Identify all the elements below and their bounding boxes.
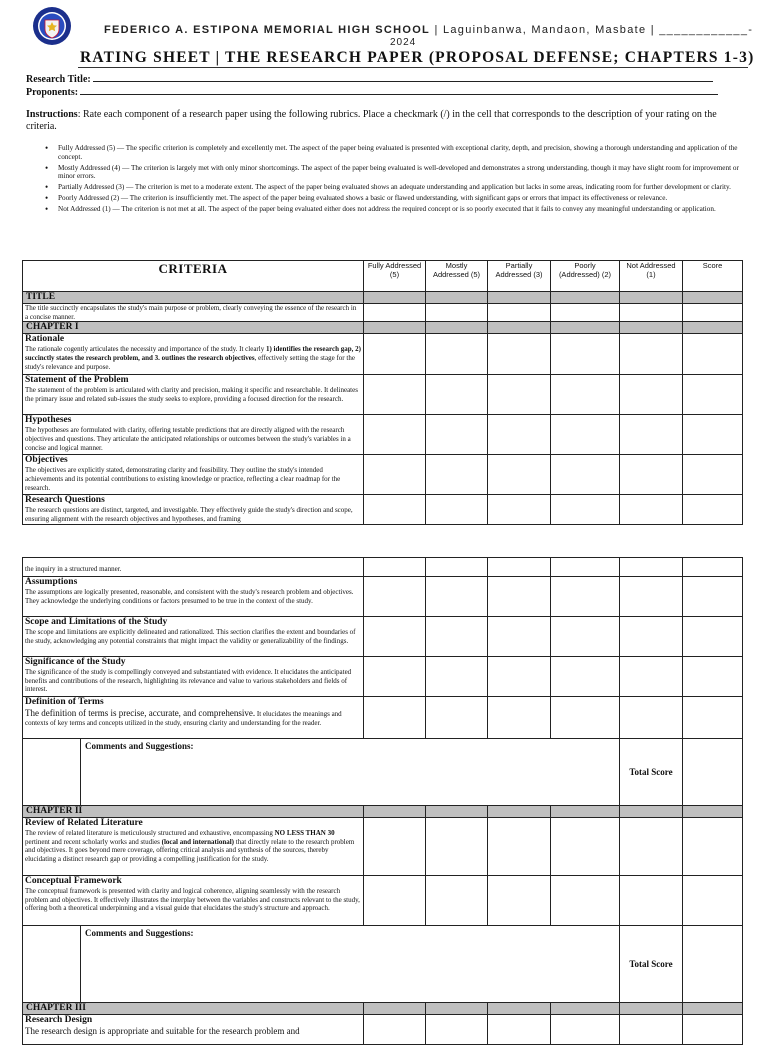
rubric-item (44, 194, 750, 203)
criterion-description (25, 708, 361, 727)
rating-table-page2 (22, 557, 743, 1045)
rating-cell-4[interactable] (426, 1015, 488, 1045)
comments-row-chapter1 (23, 739, 743, 806)
definition-desc-a: The definition of terms is precise, accurate, and comprehensive. (25, 708, 256, 718)
score-cell[interactable] (683, 876, 743, 926)
score-cell[interactable] (683, 495, 743, 525)
rating-cell-5[interactable] (364, 818, 426, 876)
rating-cell-2[interactable] (551, 304, 620, 322)
criterion-description: The scope and limitations are explicitly delineated and rationalized. This section clarifies the extent and boundaries of the study, acknowledging any potential constraints that might impact the validity or generalizability of the findings. (25, 628, 356, 645)
criterion-description: The significance of the study is compellingly conveyed and substantiated with evidence. It elucidates the anticipated benefits and contributions of the research, highlighting its relevance and value to various stakeholders and fields of interest. (25, 668, 352, 694)
partially-addressed-header: Partially Addressed (3) (488, 261, 551, 292)
criterion-title: Objectives (25, 455, 68, 466)
section-row-chapter3 (23, 1003, 743, 1015)
rating-cell-1[interactable] (620, 334, 683, 375)
rating-cell-5[interactable] (364, 657, 426, 697)
criterion-title: Review of Related Literature (25, 818, 143, 828)
rating-cell-4[interactable] (426, 304, 488, 322)
rubric-label: Partially Addressed (3) (58, 183, 125, 192)
rating-cell-1[interactable] (620, 577, 683, 617)
rating-cell-1[interactable] (620, 818, 683, 876)
comments-box[interactable] (23, 926, 620, 1003)
section-label: CHAPTER II (23, 806, 364, 818)
criterion-title: Scope and Limitations of the Study (25, 617, 168, 627)
research-title-line[interactable] (93, 73, 713, 82)
rating-cell-4[interactable] (426, 415, 488, 455)
criterion-row-rrl (23, 818, 743, 876)
rating-cell-1[interactable] (620, 495, 683, 525)
rating-cell-4[interactable] (426, 697, 488, 739)
rating-cell-5[interactable] (364, 375, 426, 415)
criterion-description (25, 345, 361, 371)
total-score-cell[interactable] (683, 926, 743, 1003)
rubric-text: — The criterion is not met at all. The aspect of the paper being evaluated either does not address the required concept or is so poorly executed that it fails to convey any meaningful understanding or application. (110, 204, 716, 213)
not-addressed-header: Not Addressed (1) (620, 261, 683, 292)
score-cell[interactable] (683, 577, 743, 617)
school-name: FEDERICO A. ESTIPONA MEMORIAL HIGH SCHOOL (104, 24, 431, 36)
criterion-row-assumptions (23, 577, 743, 617)
criterion-title: Statement of the Problem (25, 375, 129, 386)
rating-cell-1[interactable] (620, 304, 683, 322)
score-cell[interactable] (683, 617, 743, 657)
criterion-description: The conceptual framework is presented with clarity and logical coherence, aligning seamlessly with the research problem and objectives. It effectively illustrates the interplay between the variables and constructs relevant to the study, offering both a theoretical underpinning and a visual guide that elucidates the study's structure and approach. (25, 887, 360, 913)
criterion-description: The hypotheses are formulated with clarity, offering testable predictions that are directly aligned with the research objectives and questions. They articulate the anticipated relationships or outcomes between the study's variables in a concise and logical manner. (25, 426, 351, 452)
rating-cell-5[interactable] (364, 617, 426, 657)
criterion-row-hypotheses (23, 415, 743, 455)
criterion-row-objectives (23, 455, 743, 495)
rating-cell-2[interactable] (551, 876, 620, 926)
rubric-text: — The criterion is largely met with only minor shortcomings. The aspect of the paper being evaluated is well-developed and demonstrates a strong understanding, though it may have slight room for improvement or minor errors. (58, 163, 739, 181)
score-cell[interactable] (683, 415, 743, 455)
score-cell[interactable] (683, 455, 743, 495)
rating-cell-5[interactable] (364, 455, 426, 495)
rating-cell-3[interactable] (488, 876, 551, 926)
document-header (0, 0, 768, 50)
rating-cell-3[interactable] (488, 818, 551, 876)
rating-cell-5[interactable] (364, 697, 426, 739)
score-cell[interactable] (683, 1015, 743, 1045)
school-seal-logo (32, 6, 72, 46)
score-cell[interactable] (683, 818, 743, 876)
rating-cell-5[interactable] (364, 495, 426, 525)
criterion-description: The statement of the problem is articulated with clarity and precision, making it specific and researchable. It delineates the primary issue and related sub-issues the study seeks to explore, providing a focused direction for the research. (25, 386, 358, 404)
score-cell[interactable] (683, 375, 743, 415)
section-row-chapter1 (23, 322, 743, 334)
criterion-title: Hypotheses (25, 415, 72, 426)
comments-label: Comments and Suggestions: (85, 928, 194, 938)
criterion-title: Definition of Terms (25, 697, 104, 707)
rating-cell-4[interactable] (426, 818, 488, 876)
rating-cell-1[interactable] (620, 455, 683, 495)
rubric-label: Not Addressed (1) (58, 204, 111, 213)
criterion-row-significance (23, 657, 743, 697)
rating-cell-2[interactable] (551, 577, 620, 617)
continued-row (23, 558, 743, 577)
criterion-description: The objectives are explicitly stated, demonstrating clarity and feasibility. They outline the study's intended achievements and its potential contributions to existing knowledge or practice, reflecting a clear roadmap for the research. (25, 466, 341, 492)
rrl-desc-e: that directly relate to the research problem and objectives. It goes beyond mere coverage, offering critical analysis and synthesis of the sources, thereby elucidating a distinct research gap or providing a compelling justification for the study. (25, 837, 355, 864)
table-header-row (23, 261, 743, 292)
criterion-row-definition (23, 697, 743, 739)
comments-row-chapter2 (23, 926, 743, 1003)
rating-cell-2[interactable] (551, 617, 620, 657)
rating-cell-3[interactable] (488, 334, 551, 375)
rating-cell-3[interactable] (488, 304, 551, 322)
criterion-description-continued: the inquiry in a structured manner. (25, 565, 122, 573)
criterion-row-design (23, 1015, 743, 1045)
rating-cell-4[interactable] (426, 577, 488, 617)
rubric-label: Fully Addressed (5) (58, 144, 116, 152)
rating-cell-3[interactable] (488, 415, 551, 455)
rating-cell-1[interactable] (620, 1015, 683, 1045)
score-cell[interactable] (683, 334, 743, 375)
rating-cell-4[interactable] (426, 876, 488, 926)
criterion-description: The research design is appropriate and suitable for the research problem and (25, 1026, 300, 1036)
score-cell[interactable] (683, 304, 743, 322)
school-year: 2024 (390, 37, 417, 48)
rating-cell-4[interactable] (426, 617, 488, 657)
total-score-label: Total Score (620, 739, 683, 806)
criteria-header: CRITERIA (23, 261, 364, 292)
score-header: Score (683, 261, 743, 292)
criterion-title: Assumptions (25, 577, 78, 587)
rating-cell-5[interactable] (364, 1015, 426, 1045)
rating-cell-2[interactable] (551, 495, 620, 525)
title-divider (78, 67, 748, 68)
rating-cell-3[interactable] (488, 455, 551, 495)
comments-box[interactable] (23, 739, 620, 806)
rating-cell-2[interactable] (551, 697, 620, 739)
criterion-title: Research Questions (25, 495, 105, 506)
instructions-text: : Rate each component of a research paper using the following rubrics. Place a checkmark (/) in the cell that corresponds to the description of your rating on the criteria. (26, 109, 717, 132)
rationale-desc-a: The rationale cogently articulates the necessity and importance of the study. It clearly (25, 345, 266, 354)
proponents-label: Proponents: (26, 87, 79, 98)
criterion-description: The assumptions are logically presented, reasonable, and consistent with the study's research problem and objectives. They acknowledge the underlying conditions or factors presumed to be true in the context of the study. (25, 588, 354, 605)
score-cell[interactable] (683, 657, 743, 697)
rating-cell-1[interactable] (620, 375, 683, 415)
criterion-row-research-questions (23, 495, 743, 525)
rating-cell-5[interactable] (364, 876, 426, 926)
criterion-row-framework (23, 876, 743, 926)
research-title-label: Research Title: (26, 74, 91, 85)
rating-table-page1 (22, 260, 743, 525)
section-label: TITLE (23, 292, 364, 304)
criterion-row-title (23, 304, 743, 322)
comments-label: Comments and Suggestions: (85, 741, 194, 751)
rubric-label: Poorly Addressed (2) (58, 193, 120, 202)
rationale-desc-b: 1) identifies the research gap, 2) succinctly states the research problem, and 3. outlines the research objectives (25, 345, 361, 363)
section-row-chapter2 (23, 806, 743, 818)
section-row-title (23, 292, 743, 304)
rrl-desc-a: The review of related literature is meticulously structured and exhaustive, encompassing (25, 829, 275, 837)
criterion-title: Rationale (25, 334, 65, 345)
rating-cell-1[interactable] (620, 415, 683, 455)
mostly-addressed-header: Mostly Addressed (5) (426, 261, 488, 292)
rubric-item (44, 144, 750, 162)
proponents-line[interactable] (80, 86, 718, 95)
research-title-field[interactable] (26, 73, 713, 85)
school-address-line (104, 24, 754, 36)
rating-cell-3[interactable] (488, 495, 551, 525)
criterion-row-statement (23, 375, 743, 415)
rating-cell-3[interactable] (488, 577, 551, 617)
rrl-desc-b: NO LESS THAN 30 (274, 829, 335, 837)
rating-cell-2[interactable] (551, 375, 620, 415)
criterion-title: Conceptual Framework (25, 876, 122, 886)
rating-cell-3[interactable] (488, 697, 551, 739)
rubric-list (44, 144, 750, 216)
poorly-addressed-header: Poorly (Addressed) (2) (551, 261, 620, 292)
school-address: | Laguinbanwa, Mandaon, Masbate | ____________- (434, 24, 754, 36)
criterion-row-scope (23, 617, 743, 657)
rrl-desc-d: (local and international) (161, 837, 234, 846)
rubric-text: — The specific criterion is completely and excellently met. The aspect of the paper being evaluated is presented with exceptional clarity, depth, and precision, showing a thorough understanding and application of the concept. (58, 144, 738, 161)
rating-cell-2[interactable] (551, 657, 620, 697)
rating-cell-4[interactable] (426, 334, 488, 375)
instructions-paragraph (26, 109, 742, 133)
rating-cell-4[interactable] (426, 455, 488, 495)
rating-cell-3[interactable] (488, 375, 551, 415)
rating-cell-3[interactable] (488, 1015, 551, 1045)
total-score-cell[interactable] (683, 739, 743, 806)
rubric-item (44, 164, 750, 182)
rating-cell-2[interactable] (551, 455, 620, 495)
rating-cell-5[interactable] (364, 415, 426, 455)
score-cell[interactable] (683, 697, 743, 739)
criterion-description: The title succinctly encapsulates the study's main purpose or problem, clearly conveying the essence of the research in a concise manner. (25, 304, 357, 321)
rating-cell-2[interactable] (551, 1015, 620, 1045)
rating-cell-4[interactable] (426, 657, 488, 697)
rating-cell-2[interactable] (551, 818, 620, 876)
rationale-desc-c: , effectively setting the stage for the study's relevance and purpose. (25, 354, 355, 371)
rating-cell-5[interactable] (364, 304, 426, 322)
rating-cell-1[interactable] (620, 697, 683, 739)
rating-cell-5[interactable] (364, 577, 426, 617)
rating-cell-3[interactable] (488, 617, 551, 657)
rating-cell-2[interactable] (551, 334, 620, 375)
criterion-title: Significance of the Study (25, 657, 126, 667)
proponents-field[interactable] (26, 86, 718, 98)
rating-cell-1[interactable] (620, 876, 683, 926)
fully-addressed-header: Fully Addressed (5) (364, 261, 426, 292)
rating-cell-3[interactable] (488, 657, 551, 697)
rating-cell-1[interactable] (620, 617, 683, 657)
rrl-desc-c: pertinent and recent scholarly works and studies (25, 837, 162, 846)
rubric-text: — The criterion is insufficiently met. The aspect of the paper being evaluated shows a basic or flawed understanding, with significant gaps or errors that impact its effectiveness or relevance. (119, 193, 668, 202)
criterion-description: The research questions are distinct, targeted, and investigable. They effectively guide the study's direction and scope, ensuring alignment with the research objectives and hypotheses, and framing (25, 506, 353, 524)
criterion-description (25, 829, 361, 864)
rating-cell-2[interactable] (551, 415, 620, 455)
criterion-title: Research Design (25, 1015, 93, 1025)
rating-cell-4[interactable] (426, 375, 488, 415)
document-title: RATING SHEET | THE RESEARCH PAPER (PROPOSAL DEFENSE; CHAPTERS 1-3) (80, 49, 755, 66)
rubric-label: Mostly Addressed (4) (58, 163, 121, 172)
rating-cell-5[interactable] (364, 334, 426, 375)
rubric-item (44, 205, 750, 214)
instructions-label: Instructions (26, 109, 78, 120)
rubric-text: — The criterion is met to a moderate extent. The aspect of the paper being evaluated shows an adequate understanding and application but lacks in some areas, indicating room for further development or clarity. (124, 183, 731, 192)
section-label: CHAPTER I (23, 322, 364, 334)
rating-cell-4[interactable] (426, 495, 488, 525)
definition-desc-b: It elucidates the meanings and contexts of key terms and concepts utilized in the study, ensuring clarity and understanding for the reader. (25, 710, 342, 727)
rubric-item (44, 183, 750, 192)
rating-cell-1[interactable] (620, 657, 683, 697)
section-label: CHAPTER III (23, 1003, 364, 1015)
criterion-row-rationale (23, 334, 743, 375)
total-score-label: Total Score (620, 926, 683, 1003)
